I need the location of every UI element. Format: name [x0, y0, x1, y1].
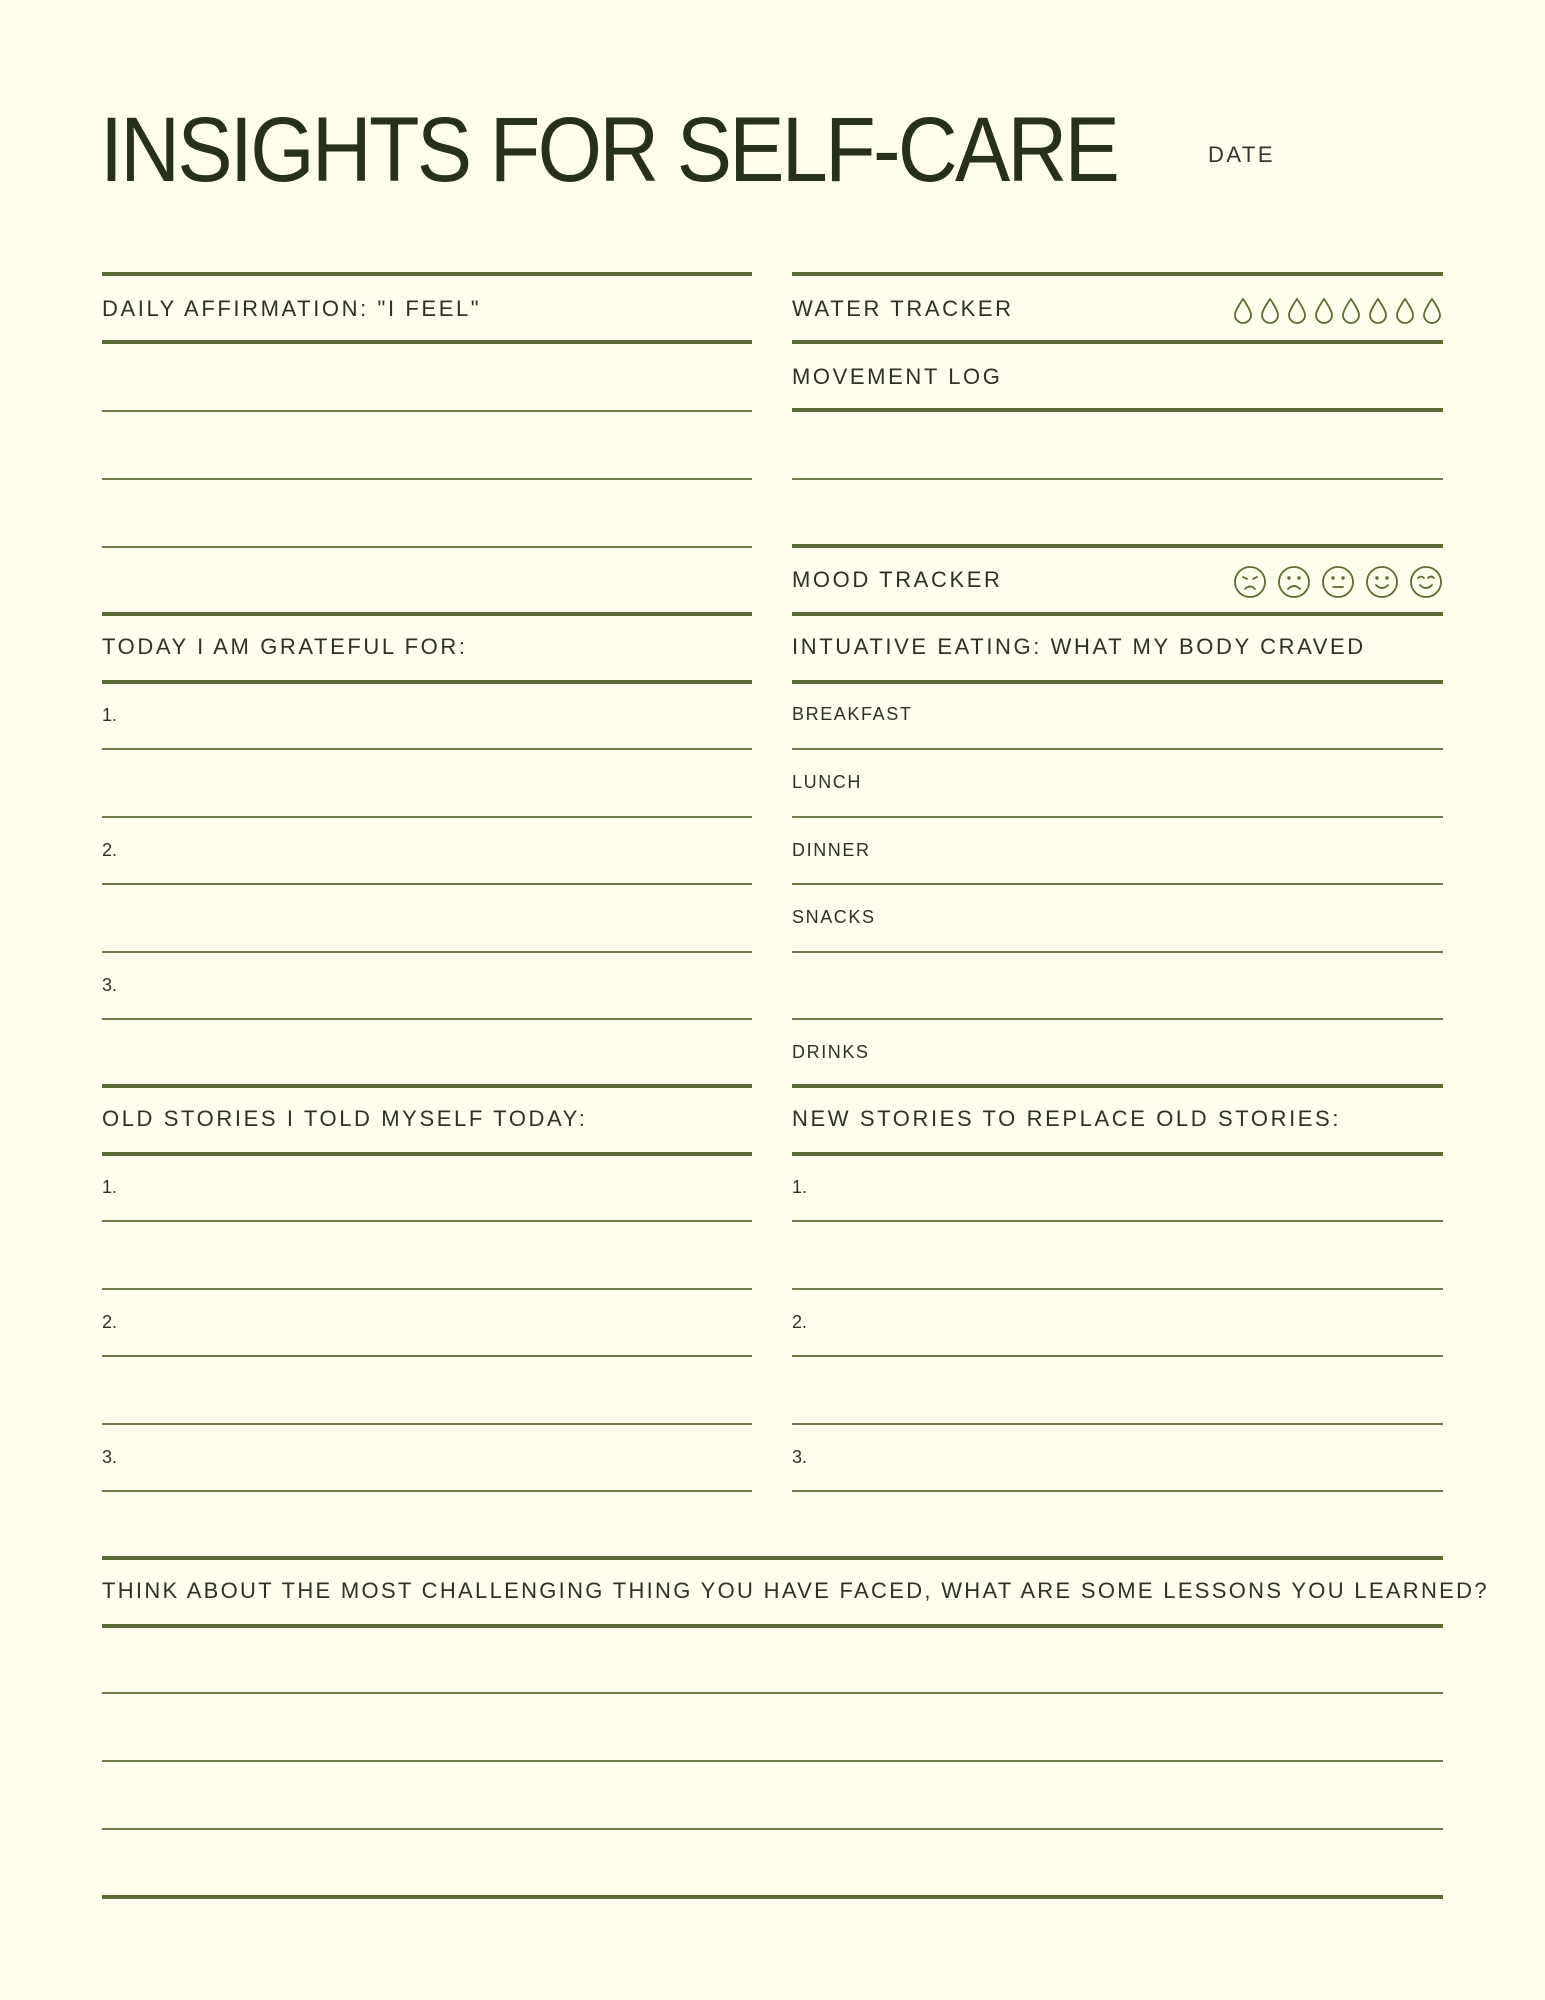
- mood-tracker: [1234, 564, 1446, 605]
- divider: [792, 340, 1443, 344]
- divider: [102, 340, 752, 344]
- water-tracker: [1233, 296, 1445, 326]
- divider: [792, 1084, 1443, 1088]
- writing-line[interactable]: [102, 478, 752, 480]
- divider: [792, 612, 1443, 616]
- writing-line[interactable]: [792, 1018, 1443, 1020]
- list-item-number: 3.: [102, 1447, 118, 1467]
- divider: [102, 612, 752, 616]
- meal-label-dinner: DINNER: [792, 840, 871, 860]
- old-stories-label: OLD STORIES I TOLD MYSELF TODAY:: [102, 1106, 588, 1131]
- writing-line[interactable]: [792, 1288, 1443, 1290]
- writing-line[interactable]: [102, 546, 752, 548]
- frustrated-face-icon: [1235, 567, 1265, 597]
- meal-label-drinks: DRINKS: [792, 1042, 870, 1062]
- divider: [792, 408, 1443, 412]
- writing-line[interactable]: [792, 951, 1443, 953]
- writing-line[interactable]: [102, 1760, 1443, 1762]
- list-item-number: 2.: [792, 1312, 808, 1332]
- water-drop-icon: [1316, 299, 1332, 323]
- writing-line[interactable]: [102, 816, 752, 818]
- lessons-prompt: THINK ABOUT THE MOST CHALLENGING THING YOU HAVE FACED, WHAT ARE SOME LESSONS YOU LEARNED?: [102, 1578, 1489, 1603]
- writing-line[interactable]: [102, 748, 752, 750]
- list-item-number: 1.: [792, 1177, 808, 1197]
- divider: [792, 544, 1443, 548]
- water-drops-icon: [1233, 296, 1445, 326]
- writing-line[interactable]: [102, 1355, 752, 1357]
- sad-face-icon: [1279, 567, 1309, 597]
- writing-line[interactable]: [792, 1490, 1443, 1492]
- writing-line[interactable]: [792, 1220, 1443, 1222]
- writing-line[interactable]: [102, 1692, 1443, 1694]
- divider: [792, 680, 1443, 684]
- new-stories-label: NEW STORIES TO REPLACE OLD STORIES:: [792, 1106, 1342, 1131]
- writing-line[interactable]: [102, 1490, 752, 1492]
- mood-faces: [1234, 564, 1446, 600]
- list-item-number: 1.: [102, 705, 118, 725]
- writing-line[interactable]: [102, 1018, 752, 1020]
- writing-line[interactable]: [792, 883, 1443, 885]
- divider: [792, 1152, 1443, 1156]
- writing-line[interactable]: [102, 951, 752, 953]
- meal-label-lunch: LUNCH: [792, 772, 863, 792]
- writing-line[interactable]: [792, 1355, 1443, 1357]
- writing-line[interactable]: [792, 1423, 1443, 1425]
- list-item-number: 2.: [102, 1312, 118, 1332]
- writing-line[interactable]: [102, 410, 752, 412]
- divider: [792, 272, 1443, 276]
- writing-line[interactable]: [792, 748, 1443, 750]
- divider: [102, 1556, 1443, 1560]
- writing-line[interactable]: [792, 816, 1443, 818]
- list-item-number: 3.: [792, 1447, 808, 1467]
- intuitive-eating-label: INTUATIVE EATING: WHAT MY BODY CRAVED: [792, 634, 1366, 659]
- page-title: INSIGHTS FOR SELF-CARE: [100, 99, 1118, 201]
- list-item-number: 3.: [102, 975, 118, 995]
- movement-log-label: MOVEMENT LOG: [792, 364, 1003, 389]
- divider: [102, 272, 752, 276]
- grateful-label: TODAY I AM GRATEFUL FOR:: [102, 634, 468, 659]
- affirmation-label: DAILY AFFIRMATION: "I FEEL": [102, 296, 482, 321]
- list-item-number: 2.: [102, 840, 118, 860]
- water-drop-icon: [1424, 299, 1440, 323]
- water-drop-icon: [1289, 299, 1305, 323]
- water-tracker-label: WATER TRACKER: [792, 296, 1014, 321]
- date-label: DATE: [1208, 142, 1276, 167]
- divider: [102, 1624, 1443, 1628]
- writing-line[interactable]: [102, 1220, 752, 1222]
- writing-line[interactable]: [102, 1288, 752, 1290]
- divider: [102, 1084, 752, 1088]
- writing-line[interactable]: [102, 883, 752, 885]
- water-drop-icon: [1343, 299, 1359, 323]
- smiling-face-icon: [1367, 567, 1397, 597]
- writing-line[interactable]: [102, 1423, 752, 1425]
- water-drop-icon: [1262, 299, 1278, 323]
- writing-line[interactable]: [102, 1828, 1443, 1830]
- water-drop-icon: [1370, 299, 1386, 323]
- meal-label-breakfast: BREAKFAST: [792, 704, 913, 724]
- water-drop-icon: [1397, 299, 1413, 323]
- divider: [102, 1895, 1443, 1899]
- writing-line[interactable]: [792, 478, 1443, 480]
- neutral-face-icon: [1323, 567, 1353, 597]
- mood-tracker-label: MOOD TRACKER: [792, 567, 1003, 592]
- happy-face-icon: [1411, 567, 1441, 597]
- list-item-number: 1.: [102, 1177, 118, 1197]
- divider: [102, 1152, 752, 1156]
- meal-label-snacks: SNACKS: [792, 907, 876, 927]
- water-drop-icon: [1235, 299, 1251, 323]
- divider: [102, 680, 752, 684]
